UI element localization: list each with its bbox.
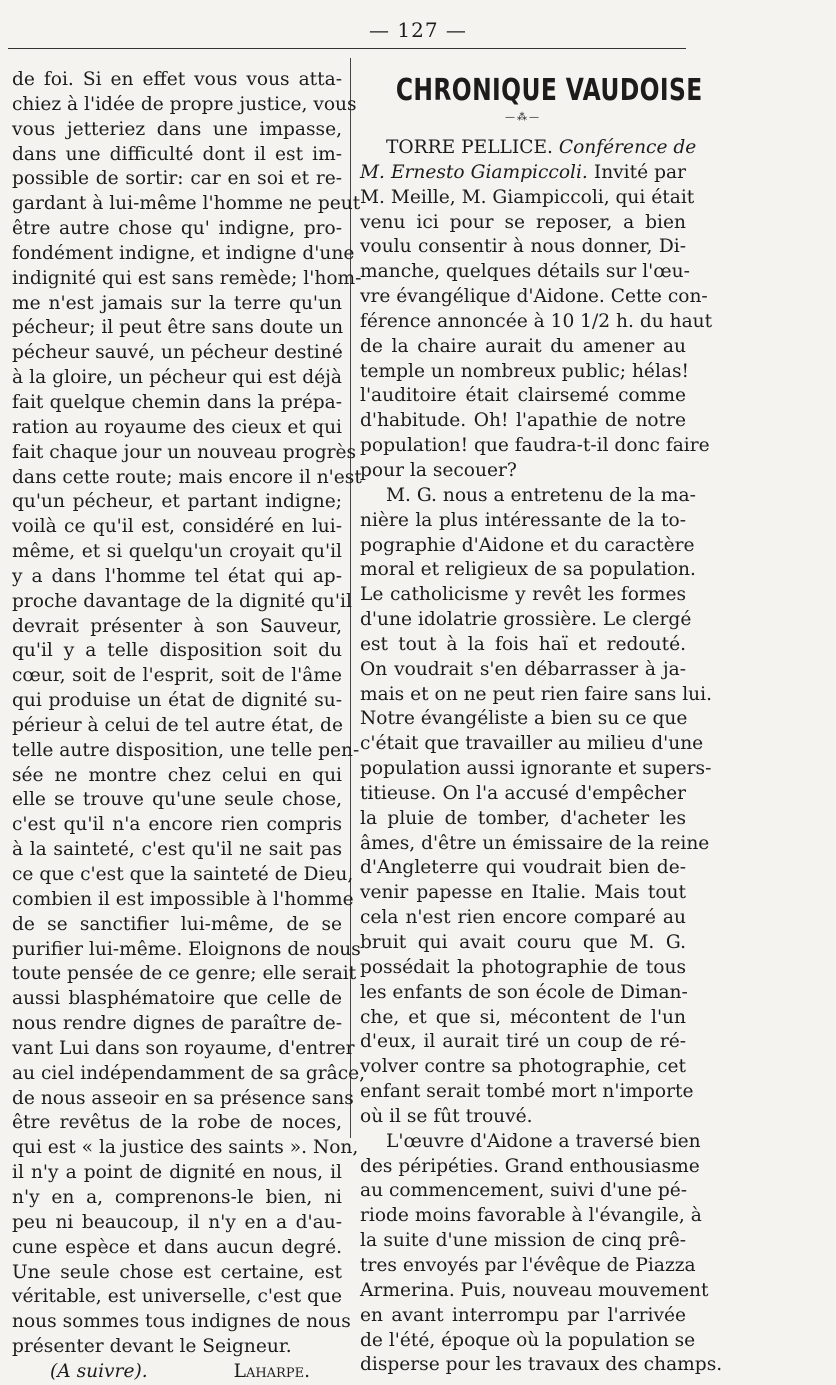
text-line: moral et religieux de sa population. — [360, 559, 696, 581]
text-line: possible de sortir: car en soi et re- — [12, 168, 342, 190]
text-line: riode moins favorable à l'évangile, à — [360, 1205, 702, 1227]
text-line: de se sanctifier lui-même, de se — [12, 913, 342, 935]
text-line: férence annoncée à 10 1/2 h. du haut — [360, 310, 713, 332]
text-line: possédait la photographie de tous — [360, 956, 686, 978]
text-line: fondément indigne, et indigne d'une — [12, 242, 355, 264]
text-line: l'auditoire était clairsemé comme — [360, 385, 686, 407]
text-line: peu ni beaucoup, il n'y en a d'au- — [12, 1211, 342, 1233]
text-line: cune espèce et dans aucun degré. — [12, 1236, 342, 1258]
text-line: M. G. nous a entretenu de la ma- — [386, 484, 696, 506]
text-line: elle se trouve qu'une seule chose, — [12, 789, 342, 811]
text-line: gardant à lui-même l'homme ne peut — [12, 193, 361, 215]
text-line: il n'y a point de dignité en nous, il — [12, 1162, 342, 1184]
text-line: dans une difficulté dont il est im- — [12, 143, 342, 165]
text-line: chiez à l'idée de propre justice, vous — [12, 93, 357, 115]
text-line: titieuse. On l'a accusé d'empêcher — [360, 782, 686, 804]
text-line: même, et si quelqu'un croyait qu'il — [12, 541, 342, 563]
text-line: qui produise un état de dignité su- — [12, 690, 342, 712]
text-line: ce que c'est que la sainteté de Dieu, — [12, 864, 354, 885]
text-line: c'est qu'il n'a encore rien compris — [12, 814, 342, 836]
text-line: mais et on ne peut rien faire sans lui. — [360, 683, 713, 705]
text-line: dans cette route; mais encore il n'est — [12, 466, 362, 488]
text-line: pécheur sauvé, un pécheur destiné — [12, 342, 343, 364]
text-line: pographie d'Aidone et du caractère — [360, 534, 695, 556]
text-line: qui est « la justice des saints ». Non, — [12, 1137, 359, 1159]
text-line: bruit qui avait couru que M. G. — [360, 932, 686, 953]
text-line: disperse pour les travaux des champs. — [360, 1354, 723, 1376]
text-line: nière la plus intéressante de la to- — [360, 509, 686, 531]
text-line: fait chaque jour un nouveau progrès — [12, 441, 357, 463]
left-column — [12, 68, 366, 1385]
text-line: purifier lui-même. Eloignons de nous — [12, 938, 361, 960]
text-line: temple un nombreux public; hélas! — [360, 360, 689, 382]
text-line: d'une idolatrie grossière. Le clergé — [360, 609, 692, 631]
text-line: en avant interrompu par l'arrivée — [360, 1304, 686, 1326]
text-line: être revêtus de la robe de noces, — [12, 1112, 342, 1134]
text-line: de la chaire aurait du amener au — [360, 335, 686, 357]
text-line: me n'est jamais sur la terre qu'un — [12, 292, 342, 314]
text-line: présenter devant le Seigneur. — [12, 1336, 292, 1358]
text-line: cœur, soit de l'esprit, soit de l'âme — [12, 665, 342, 687]
text-line: pécheur; il peut être sans doute un — [12, 317, 344, 339]
paragraph-lead-line — [360, 136, 697, 161]
text-line: des péripéties. Grand enthousiasme — [360, 1155, 700, 1177]
text-line: population aussi ignorante et supers- — [360, 758, 712, 780]
text-line: d'Angleterre qui voudrait bien de- — [360, 857, 686, 879]
text-line: M. Meille, M. Giampiccoli, qui était — [360, 186, 695, 208]
text-line: enfant serait tombé mort n'importe — [360, 1081, 694, 1103]
text-line: Une seule chose est certaine, est — [12, 1261, 342, 1283]
text-line: aussi blasphématoire que celle de — [12, 988, 342, 1010]
text-line: périeur à celui de tel autre état, de — [12, 714, 343, 736]
text-line: d'eux, il aurait tiré un coup de ré- — [360, 1031, 686, 1053]
article-subject: Conférence de — [558, 137, 697, 158]
text-line: proche davantage de la dignité qu'il — [12, 590, 352, 612]
header-rule — [8, 48, 686, 49]
text-line: combien il est impossible à l'homme — [12, 888, 354, 910]
to-be-continued: (A suivre). — [50, 1360, 148, 1382]
text-line: de nous asseoir en sa présence sans — [12, 1087, 354, 1109]
text-line: telle autre disposition, une telle pen- — [12, 739, 360, 761]
text-line: au commencement, suivi d'une pé- — [360, 1180, 688, 1202]
text-line: voulu consentir à nous donner, Di- — [360, 236, 686, 258]
text-line: devrait présenter à son Sauveur, — [12, 615, 342, 637]
text-line: nous sommes tous indignes de nous — [12, 1311, 351, 1333]
text-line: indignité qui est sans remède; l'hom- — [12, 267, 362, 289]
text-line: cela n'est rien encore comparé au — [360, 907, 686, 929]
text-line: venu ici pour se reposer, a bien — [360, 211, 686, 233]
title-ornament: —⁂— — [505, 112, 541, 123]
text-line: à la gloire, un pécheur qui est déjà — [12, 367, 342, 389]
text-line: venir papesse en Italie. Mais tout — [360, 882, 686, 904]
text-line: nous rendre dignes de paraître de- — [12, 1013, 342, 1035]
text-line: vous jetteriez dans une impasse, — [12, 118, 342, 140]
paragraph-line — [360, 161, 686, 186]
speaker-name: M. Ernesto Giampiccoli. — [360, 161, 588, 183]
signoff-row — [12, 1360, 342, 1385]
section-title: CHRONIQUE VAUDOISE — [395, 73, 703, 108]
text-line: vre évangélique d'Aidone. Cette con- — [360, 286, 708, 308]
text-line: Armerina. Puis, nouveau mouvement — [360, 1279, 709, 1301]
text-line: Notre évangéliste a bien su ce que — [360, 708, 688, 730]
text-line: manche, quelques détails sur l'œu- — [360, 261, 690, 283]
text-line: y a dans l'homme tel état qui ap- — [12, 565, 342, 587]
text-line: où il se fût trouvé. — [360, 1105, 533, 1127]
text-line: les enfants de son école de Diman- — [360, 981, 688, 1003]
paragraph-text: Invité par — [593, 161, 686, 183]
text-line: est tout à la fois haï et redouté. — [360, 633, 686, 655]
text-line: au ciel indépendamment de sa grâce, — [12, 1062, 366, 1084]
text-line: n'y en a, comprenons-le bien, ni — [12, 1186, 342, 1208]
text-line: qu'il y a telle disposition soit du — [12, 640, 342, 662]
text-line: qu'un pécheur, et partant indigne; — [12, 491, 342, 513]
text-line: voilà ce qu'il est, considéré en lui- — [12, 516, 342, 538]
paragraph-3 — [360, 1130, 723, 1378]
paragraph-1 — [360, 186, 713, 484]
text-line: vant Lui dans son royaume, d'entrer — [12, 1037, 355, 1059]
text-line: toute pensée de ce genre; elle serait — [12, 963, 357, 985]
text-line: On voudrait s'en débarrasser à ja- — [360, 658, 686, 680]
text-line: che, et que si, mécontent de l'un — [360, 1006, 686, 1028]
text-line: la suite d'une mission de cinq prê- — [360, 1230, 686, 1252]
text-line: d'habitude. Oh! l'apathie de notre — [360, 410, 686, 432]
text-line: de l'été, époque où la population se — [360, 1329, 696, 1351]
text-line: âmes, d'être un émissaire de la reine — [360, 832, 710, 854]
text-line: à la sainteté, c'est qu'il ne sait pas — [12, 839, 342, 861]
text-line: volver contre sa photographie, cet — [360, 1056, 686, 1078]
text-line: ration au royaume des cieux et qui — [12, 416, 342, 438]
text-line: de foi. Si en effet vous vous atta- — [12, 69, 342, 90]
text-line: c'était que travailler au milieu d'une — [360, 733, 704, 755]
text-line: fait quelque chemin dans la prépa- — [12, 391, 342, 413]
page-number: — 127 — — [369, 18, 467, 42]
text-line: Le catholicisme y revêt les formes — [360, 584, 686, 606]
text-line: sée ne montre chez celui en qui — [12, 764, 342, 786]
right-column — [360, 68, 723, 1378]
text-line: être autre chose qu' indigne, pro- — [12, 218, 342, 240]
place-heading: TORRE PELLICE. — [386, 137, 553, 158]
text-line: L'œuvre d'Aidone a traversé bien — [386, 1130, 701, 1152]
paragraph-2 — [360, 484, 713, 1130]
text-line: tres envoyés par l'évêque de Piazza — [360, 1254, 696, 1276]
author-signature: Laharpe. — [233, 1360, 310, 1382]
text-line: pour la secouer? — [360, 459, 517, 481]
text-line: véritable, est universelle, c'est que — [12, 1286, 342, 1308]
text-line: population! que faudra-t-il donc faire — [360, 435, 710, 457]
text-line: la pluie de tomber, d'acheter les — [360, 807, 686, 829]
